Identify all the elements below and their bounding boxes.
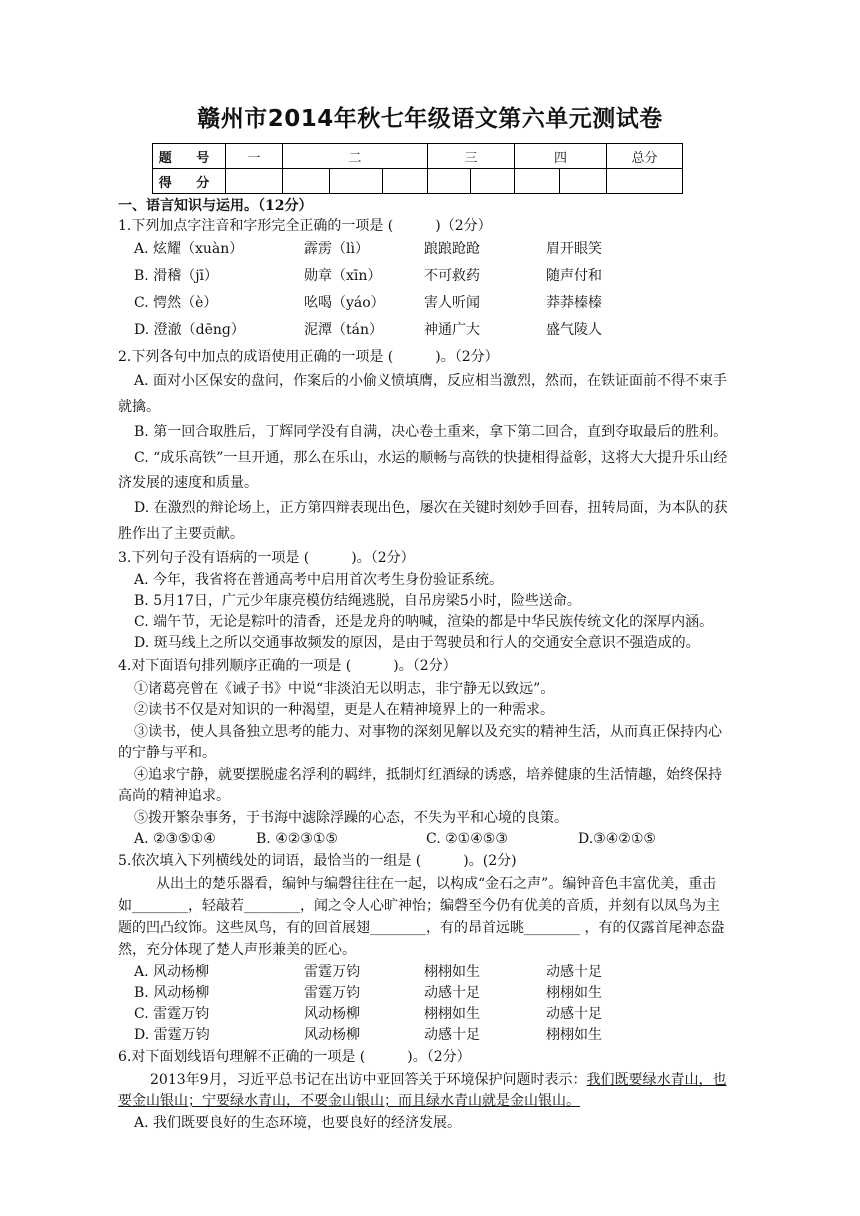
option-text: B. 5月17日，广元少年康亮模仿结绳逃脱，自吊房梁5小时，险些送命。 [134, 593, 581, 609]
row-label-question: 题 号 [153, 144, 226, 169]
option-text: 就擒。 [118, 399, 160, 415]
option-cell: 勋章（xīn） [304, 268, 382, 284]
option-cell: 随声付和 [546, 268, 602, 284]
option-cell: 霹雳（lì） [304, 241, 369, 257]
sentence-text: 的宁静与平和。 [118, 745, 216, 761]
question-stem: 3.下列句子没有语病的一项是 ( )。（2分） [118, 550, 415, 566]
option-text: A. 今年，我省将在普通高考中启用首次考生身份验证系统。 [134, 572, 504, 588]
question-stem: 4.对下面语句排列顺序正确的一项是 ( )。（2分） [118, 658, 457, 674]
option-text: 济发展的速度和质量。 [118, 475, 258, 491]
option-row [134, 962, 602, 982]
option-cell: C. 愕然（è） [134, 295, 218, 311]
score-cell [471, 169, 515, 194]
option-cell: 栩栩如生 [424, 964, 480, 980]
sentence-text: ⑤拨开繁杂事务，于书海中滤除浮躁的心态，不失为平和心境的良策。 [134, 810, 568, 826]
score-cell [560, 169, 607, 194]
option-cell: A. ②③⑤①④ [134, 831, 216, 847]
option-row [134, 983, 602, 1003]
option-row [134, 239, 602, 259]
option-cell: 盛气陵人 [546, 322, 602, 338]
option-text: D. 在激烈的辩论场上，正方第四辩表现出色，屡次在关键时刻妙手回春，扭转局面，为本队的获 [134, 500, 728, 516]
header-part-4: 四 [515, 144, 607, 169]
option-row [134, 320, 602, 340]
underlined-sentence: 要金山银山；宁要绿水青山，不要金山银山；而且绿水青山就是金山银山。 [118, 1093, 580, 1109]
option-cell: D.③④②①⑤ [578, 831, 656, 847]
score-cell [515, 169, 560, 194]
sentence-text: ①诸葛亮曾在《诫子书》中说“非淡泊无以明志，非宁静无以致远”。 [134, 681, 555, 697]
option-cell: 风动杨柳 [304, 1027, 360, 1043]
score-cell [283, 169, 330, 194]
passage-text: 如________，轻敲若________，闻之令人心旷神怡；编磬至今仍有优美的音质，并刻有以凤鸟为主 [118, 898, 720, 914]
sentence-text: ③读书，使人具备独立思考的能力、对事物的深刻见解以及充实的精神生活，从而真正保持内心 [134, 724, 722, 740]
section-heading: 一、语言知识与运用。（12分） [118, 198, 313, 214]
option-cell: 踉踉跄跄 [424, 241, 480, 257]
score-cell [607, 169, 683, 194]
option-cell: 栩栩如生 [424, 1006, 480, 1022]
header-part-1: 一 [226, 144, 283, 169]
option-cell: 眉开眼笑 [546, 241, 602, 257]
option-cell: 雷霆万钧 [304, 985, 360, 1001]
option-text: 胜作出了主要贡献。 [118, 526, 244, 542]
option-cell: A. 炫耀（xuàn） [134, 241, 244, 257]
score-cell [330, 169, 383, 194]
option-row [134, 1004, 602, 1024]
option-text: D. 斑马线上之所以交通事故频发的原因，是由于驾驶员和行人的交通安全意识不强造成的。 [134, 635, 700, 651]
score-table-header-row [153, 144, 683, 169]
header-total: 总分 [607, 144, 683, 169]
option-cell: 风动杨柳 [304, 1006, 360, 1022]
sentence-text: 高尚的精神追求。 [118, 788, 230, 804]
passage-text [150, 1070, 727, 1090]
option-cell: 不可救药 [424, 268, 480, 284]
option-cell: 莽莽榛榛 [546, 295, 602, 311]
sentence-text: ④追求宁静，就要摆脱虚名浮利的羁绊，抵制灯红酒绿的诱惑，培养健康的生活情趣，始终保持 [134, 767, 722, 783]
option-text: A. 我们既要良好的生态环境，也要良好的经济发展。 [134, 1115, 462, 1131]
option-cell: 泥潭（tán） [304, 322, 383, 338]
option-row [134, 266, 602, 286]
option-cell: 雷霆万钧 [304, 964, 360, 980]
option-text: C. 端午节，无论是粽叶的清香，还是龙舟的呐喊，渲染的都是中华民族传统文化的深厚内涵。 [134, 614, 714, 630]
sentence-text: ②读书不仅是对知识的一种渴望，更是人在精神境界上的一种需求。 [134, 702, 554, 718]
passage-text: 题的凹凸纹饰。这些凤鸟，有的回首展翅________，有的昂首远眺________ ，有的仅露首尾神态盎 [118, 920, 725, 936]
option-cell: C. 雷霆万钧 [134, 1006, 210, 1022]
option-cell: D. 雷霆万钧 [134, 1027, 210, 1043]
option-cell: B. 滑稽（jī） [134, 268, 219, 284]
option-cell: 吆喝（yáo） [304, 295, 385, 311]
score-cell [226, 169, 283, 194]
option-cell: 神通广大 [424, 322, 480, 338]
question-stem: 6.对下面划线语句理解不正确的一项是 ( )。（2分） [118, 1049, 471, 1065]
question-stem: 2.下列各句中加点的成语使用正确的一项是 ( )。（2分） [118, 349, 499, 365]
exam-title: 赣州市2014年秋七年级语文第六单元测试卷 [197, 106, 663, 132]
option-cell: 动感十足 [424, 1027, 480, 1043]
option-text: B. 第一回合取胜后，丁辉同学没有自满，决心卷土重来，拿下第二回合，直到夺取最后的胜利。 [134, 424, 728, 440]
option-cell: 动感十足 [546, 1006, 602, 1022]
option-cell: 栩栩如生 [546, 985, 602, 1001]
option-cell: B. ④②③①⑤ [256, 831, 338, 847]
score-cell [383, 169, 428, 194]
header-part-3: 三 [428, 144, 515, 169]
option-cell: 动感十足 [546, 964, 602, 980]
score-cell [428, 169, 471, 194]
row-label-score: 得 分 [153, 169, 226, 194]
header-part-2: 二 [283, 144, 428, 169]
score-table-score-row [153, 169, 683, 194]
option-cell: A. 风动杨柳 [134, 964, 210, 980]
underlined-sentence: 我们既要绿水青山，也 [586, 1072, 727, 1088]
option-cell: 动感十足 [424, 985, 480, 1001]
option-cell: C. ②①④⑤③ [426, 831, 508, 847]
option-cell: B. 风动杨柳 [134, 985, 210, 1001]
score-table [152, 143, 683, 194]
option-row [134, 293, 602, 313]
option-text: C. “成乐高铁”一旦开通，那么在乐山，水运的顺畅与高铁的快捷相得益彰，这将大大提升乐山经 [134, 450, 728, 466]
question-stem: 1.下列加点字注音和字形完全正确的一项是 ( )（2分） [118, 218, 492, 234]
passage-plain: 2013年9月，习近平总书记在出访中亚回答关于环境保护问题时表示： [150, 1072, 587, 1088]
option-row [134, 1025, 602, 1045]
passage-text: 从出土的楚乐器看，编钟与编磬往往在一起，以构成“金石之声”。编钟音色丰富优美，重击 [156, 876, 717, 892]
option-text: A. 面对小区保安的盘问，作案后的小偷义愤填膺，反应相当激烈，然而，在铁证面前不得不束手 [134, 373, 728, 389]
passage-text: 然，充分体现了楚人声形兼美的匠心。 [118, 942, 356, 958]
option-row [134, 829, 656, 849]
option-cell: D. 澄澈（dēnɡ） [134, 322, 245, 338]
question-stem: 5.依次填入下列横线处的词语，最恰当的一组是 ( )。(2分) [118, 853, 517, 869]
option-cell: 害人听闻 [424, 295, 480, 311]
option-cell: 栩栩如生 [546, 1027, 602, 1043]
